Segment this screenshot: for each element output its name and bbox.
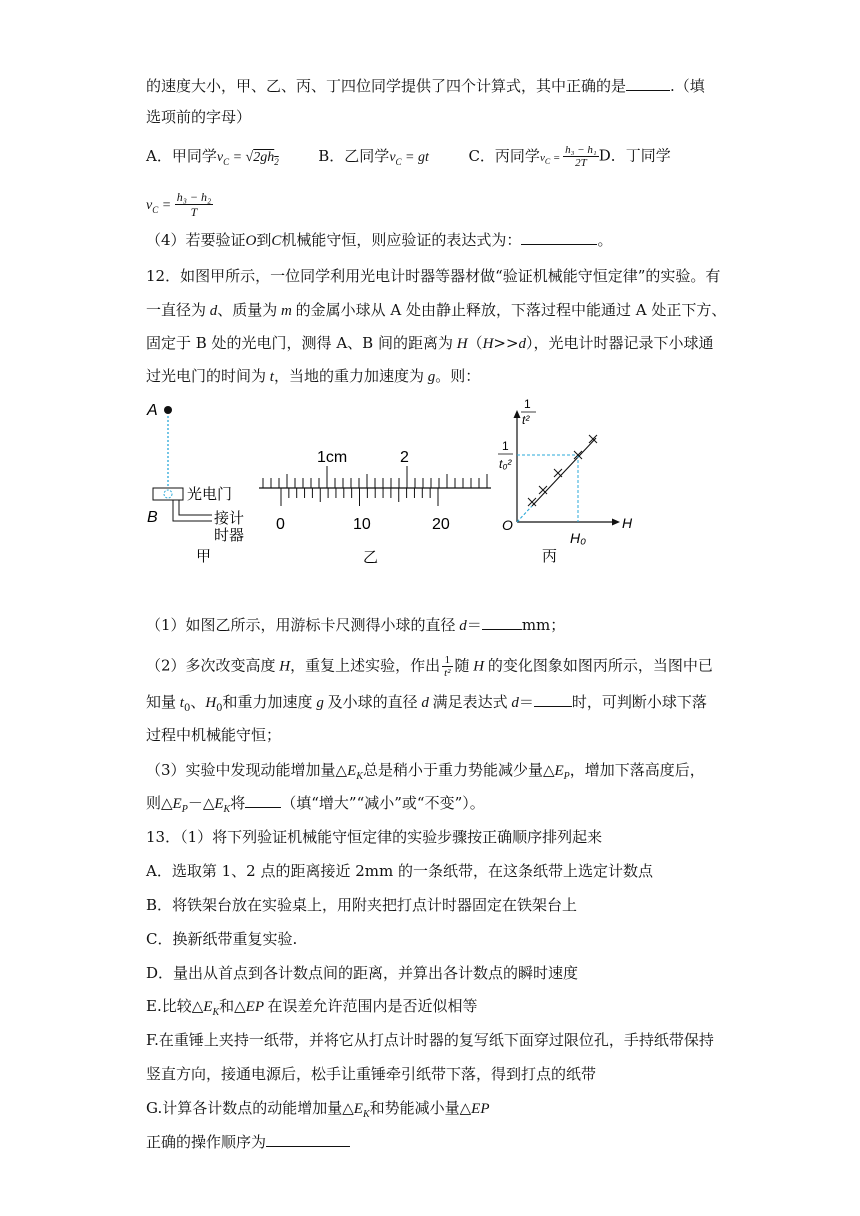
figure-yi — [255, 440, 495, 570]
q13-step-e: E.比较$\triangle E_K$和△EP 在误差允许范围内是否近似相等 — [146, 997, 478, 1018]
caption-jia: 甲 — [196, 548, 212, 565]
main-scale-2: 2 — [400, 449, 409, 466]
q11-options-row — [146, 144, 671, 172]
connect-label: 时器 — [214, 527, 245, 544]
extrapolation — [517, 506, 532, 522]
y0-label-den: t₀² — [499, 457, 512, 471]
q13-step-a: A．选取第 1、2 点的距离接近 2mm 的一条纸带，在这条纸带上选定计数点 — [146, 862, 653, 880]
option-d-label: D．丁同学 — [598, 146, 671, 165]
q13-step-b: B．将铁架台放在实验桌上，用附夹把打点计时器固定在铁架台上 — [146, 896, 578, 914]
q12-line3: 固定于 B 处的光电门，测得 A、B 间的距离为 H（H>>d），光电计时器记录下小球通 — [146, 334, 714, 352]
connect-label: 接计 — [214, 510, 245, 527]
y-label-den: t² — [522, 413, 530, 427]
h0-label: H₀ — [570, 530, 587, 546]
q12-line2: 一直径为 d、质量为 m 的金属小球从 A 处由静止释放，下落过程中能通过 A 处正下方、 — [146, 301, 727, 319]
q11-line1: 的速度大小，甲、乙、丙、丁四位同学提供了四个计算式，其中正确的是 .（填 — [146, 77, 705, 95]
option-c: C．丙同学$v_C$ = $\frac{\text{h₃ − h₁}}{2T}$ — [468, 144, 597, 169]
q12-line1: 12．如图甲所示，一位同学利用光电计时器等器材做“验证机械能守恒定律”的实验。有 — [146, 267, 721, 285]
caption-yi: 乙 — [363, 549, 379, 566]
answer-blank[interactable] — [534, 692, 572, 707]
option-b: B．乙同学$v_C$ = gt — [318, 146, 429, 167]
x-axis-label: H — [622, 515, 633, 531]
q13-step-f-cont: 竖直方向，接通电源后，松手让重锤牵引纸带下落，得到打点的纸带 — [146, 1065, 597, 1083]
answer-blank[interactable] — [521, 230, 597, 245]
data-markers — [528, 435, 597, 506]
y0-label-num: 1 — [502, 439, 509, 453]
q13-step-d: D．量出从首点到各计数点间的距离，并算出各计数点的瞬时速度 — [146, 964, 579, 982]
y-label-num: 1 — [524, 398, 531, 411]
q13-head: 13．（1）将下列验证机械能守恒定律的实验步骤按正确顺序排列起来 — [146, 828, 603, 846]
vernier-10: 10 — [353, 516, 371, 533]
option-a: A．甲同学$v_C = √2gh_2$ — [146, 146, 279, 167]
q12-sub1: （1）如图乙所示，用游标卡尺测得小球的直径 d＝ mm； — [146, 616, 566, 634]
q12-sub3-line2: 则$\triangle E_P-\triangle E_K$将 （填“增大”“减小”或“不变”）。 — [146, 794, 485, 815]
unit-label: 1cm — [317, 449, 348, 466]
q13-step-c: C．换新纸带重复实验. — [146, 930, 298, 948]
q13-answer-line: 正确的操作顺序为 — [146, 1132, 350, 1152]
ball — [164, 406, 172, 414]
q12-sub3: （3）实验中发现动能增加量$\triangle E_K$总是稍小于重力势能减少量$\triangle E_P$，增加下落高度后， — [146, 761, 705, 782]
q13-step-g: G.计算各计数点的动能增加量$\triangle E_K$和势能减小量△EP — [146, 1099, 490, 1120]
q12-sub2-line2: 知量 $t_0$、$H_0$和重力加速度 g 及小球的直径 d 满足表达式 d＝ 时，可判断小球下落 — [146, 693, 707, 714]
q12-sub2-line3: 过程中机械能守恒； — [146, 726, 282, 744]
q13-step-f: F.在重锤上夹持一纸带，并将它从打点计时器的复写纸下面穿过限位孔，手持纸带保持 — [146, 1031, 714, 1049]
x-arrow — [612, 519, 620, 526]
point-a-label: A — [147, 402, 158, 419]
q12-line4: 过光电门的时间为 t，当地的重力加速度为 g。则： — [146, 367, 481, 385]
q11-part4: （4）若要验证O到C机械能守恒，则应验证的表达式为： 。 — [146, 231, 613, 249]
y-arrow — [514, 410, 521, 418]
vernier-20: 20 — [432, 516, 450, 533]
point-b-label: B — [147, 509, 158, 526]
main-scale-ticks — [263, 466, 487, 488]
figure-jia — [140, 398, 265, 570]
answer-blank[interactable] — [626, 76, 670, 91]
q12-sub2: （2）多次改变高度 H，重复上述实验，作出 $\frac{1}{\text{t²}}$ 随 H 的变化图象如图丙所示，当图中已 — [146, 654, 713, 679]
option-d-formula: $v_C$ = $\frac{\text{h₃ − h₂}}{T}$ — [146, 190, 212, 219]
ball-ghost — [164, 490, 172, 498]
answer-blank[interactable] — [266, 1132, 350, 1147]
vernier-scale-ticks — [281, 488, 438, 506]
photogate-label: 光电门 — [187, 486, 233, 503]
fit-line — [532, 438, 596, 506]
answer-blank[interactable] — [245, 793, 281, 808]
vernier-0: 0 — [276, 516, 285, 533]
q11-line2: 选项前的字母） — [146, 108, 252, 126]
figure-bing — [490, 398, 640, 570]
caption-bing: 丙 — [542, 548, 558, 565]
answer-blank[interactable] — [482, 615, 522, 630]
origin-label: O — [502, 517, 513, 533]
